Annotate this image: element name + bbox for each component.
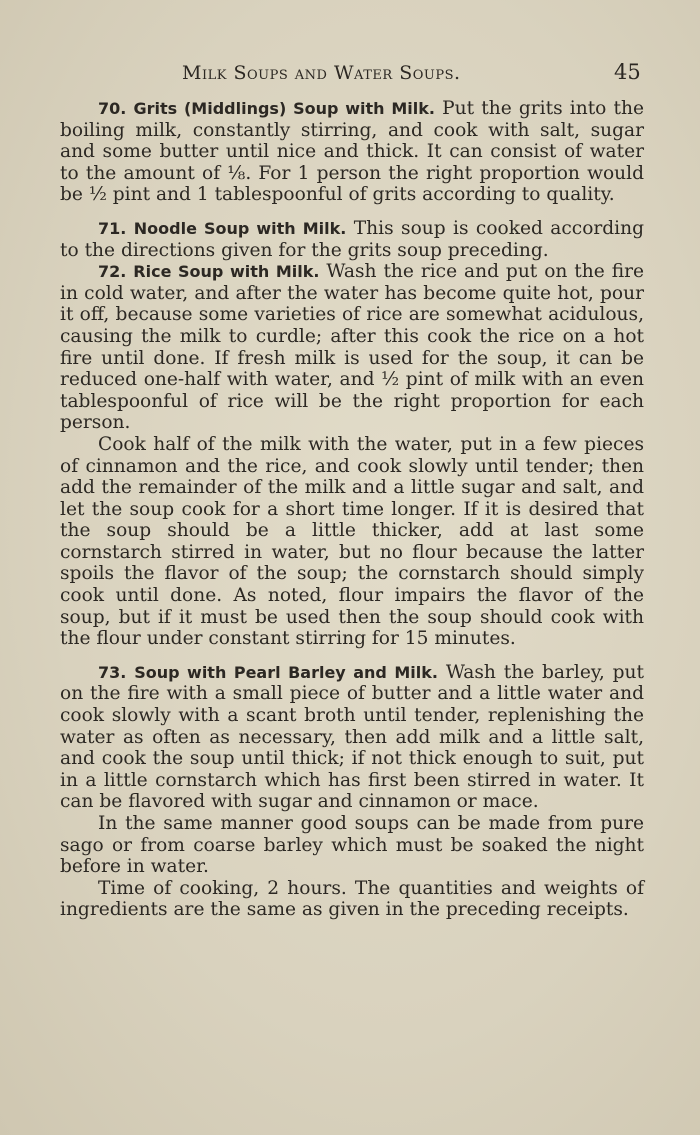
- recipe-number: 71.: [98, 218, 127, 238]
- recipe-72-paragraph-1: [60, 261, 644, 434]
- body-text: [60, 98, 644, 921]
- recipe-text: Put the grits into the boiling milk, constantly stirring, and cook with salt, sugar and some butter until nice and thick. It can consist of water to the amount of ⅛. For 1 person the right proportion would be ½ pint and 1 tablespoonful of grits according to quality.: [60, 98, 644, 206]
- recipe-title: Soup with Pearl Barley and Milk.: [134, 662, 438, 682]
- running-head: Milk Soups and Water Soups.: [182, 62, 461, 84]
- recipe-text: Wash the barley, put on the fire with a small piece of butter and a little water and cook slowly with a scant broth until tender, replenishing the water as often as necessary, then add milk and a little salt, and cook the soup until thick; if not thick enough to suit, put in a little cornstarch which has first been stirred in water. It can be flavored with sugar and cinnamon or mace.: [60, 661, 644, 813]
- recipe-title: Noodle Soup with Milk.: [133, 218, 347, 238]
- recipe-title: Rice Soup with Milk.: [133, 262, 320, 282]
- recipe-number: 72.: [98, 262, 127, 282]
- recipe-73-paragraph-1: [60, 662, 644, 813]
- recipe-73-paragraph-2: In the same manner good soups can be made from pure sago or from coarse barley which must be soaked the night before in water.: [60, 813, 644, 878]
- recipe-72-paragraph-2: Cook half of the milk with the water, put in a few pieces of cinnamon and the rice, and cook slowly until tender; then add the remainder of the milk and a little sugar and salt, and let the soup cook for a short time longer. If it is desired that the soup should be a little thicker, add at last some cornstarch stirred in water, but no flour because the latter spoils the flavor of the soup; the cornstarch should simply cook until done. As noted, flour impairs the flavor of the soup, but if it must be used then the soup should cook with the flour under constant stirring for 15 minutes.: [60, 433, 644, 650]
- recipe-71-paragraph-1: [60, 218, 644, 261]
- recipe-text: Wash the rice and put on the fire in cold water, and after the water has become quite hot, pour it off, because some varieties of rice are somewhat acidulous, causing the milk to curdle; after this cook the rice on a hot fire until done. If fresh milk is used for the soup, it can be reduced one-half with water, and ½ pint of milk with an even tablespoonful of rice will be the right proportion for each person.: [60, 261, 644, 434]
- recipe-70-paragraph-1: [60, 98, 644, 206]
- recipe-number: 70.: [98, 99, 127, 118]
- page-header: [0, 62, 700, 92]
- recipe-number: 73.: [98, 662, 127, 682]
- recipe-73-paragraph-3: Time of cooking, 2 hours. The quantities and weights of ingredients are the same as given in the preceding receipts.: [60, 877, 644, 921]
- recipe-title: Grits (Middlings) Soup with Milk.: [133, 99, 435, 118]
- recipe-text: This soup is cooked according to the directions given for the grits soup preceding.: [60, 217, 645, 261]
- page-number: 45: [614, 60, 641, 84]
